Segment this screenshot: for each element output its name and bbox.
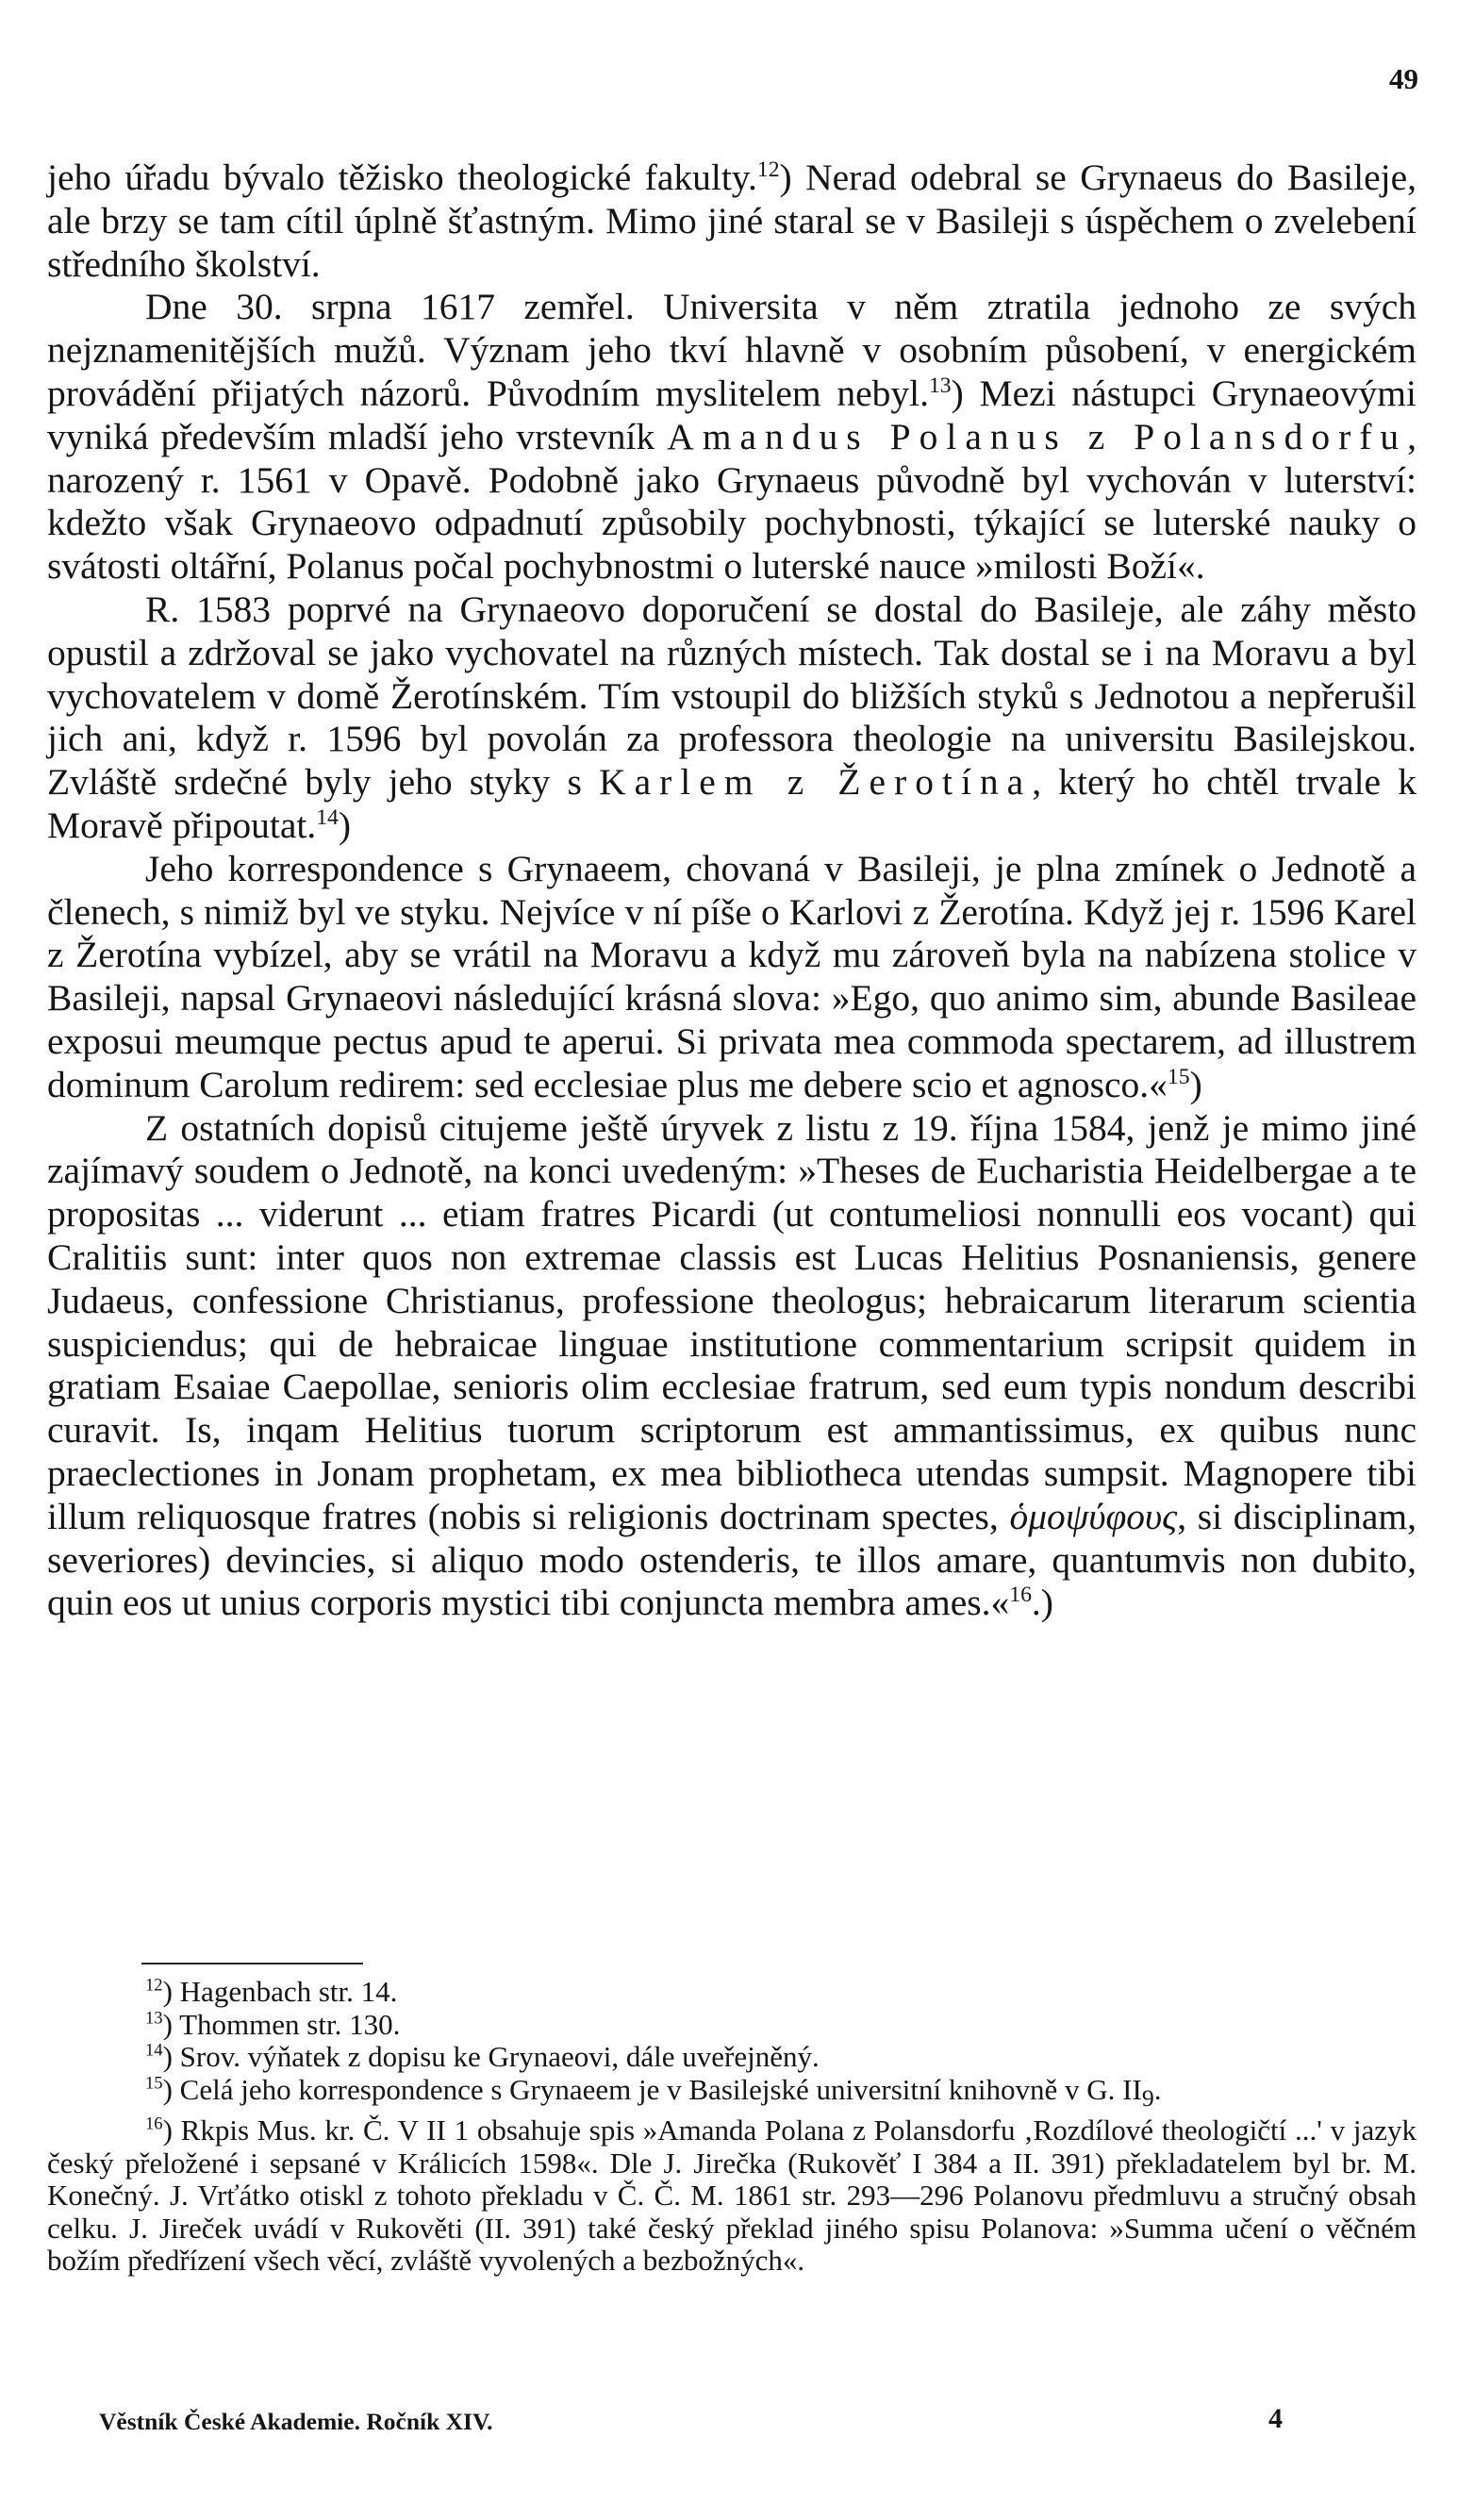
footnote-reference: 14 <box>316 804 339 830</box>
footnote-number: 14 <box>145 2040 163 2061</box>
text-run: jeho úřadu bývalo těžisko theologické fakulty. <box>47 157 757 198</box>
footnote-text: ) Srov. výňatek z dopisu ke Grynaeovi, dále uveřejněný. <box>162 2040 820 2073</box>
spaced-name: Amandus Polanus z Polansdorfu <box>667 415 1408 457</box>
text-run: , narozený r. 1561 v Opavě. Podobně jako Grynaeus původně byl vychován v luterství: kdežto však Grynaeovo odpadnutí způsobily pochybnosti, týkající se luterské nauky o svátosti oltářní, Polanus počal pochybnostmi o luterské nauce »milosti Boží«. <box>47 415 1417 588</box>
footnote-reference: 13 <box>928 373 952 398</box>
footnote-tail: . <box>1153 2072 1162 2106</box>
footnote-rule <box>141 1963 363 1965</box>
footnote-number: 16 <box>145 2114 163 2134</box>
footnote-12 <box>47 1976 1417 2009</box>
text-run: R. 1583 poprvé na Grynaeovo doporučení se dostal do Basileje, ale záhy město opustil a zdržoval se jako vychovatel na různých místech. Tak dostal se i na Moravu a byl vychovatelem v domě Žerotínském. Tím vstoupil do bližších styků s Jednotou a nepřerušil jich ani, když r. 1596 byl povolán za professora theologie na universitu Basilejskou. Zvláště srdečné byly jeho styky s <box>47 588 1417 804</box>
page-number: 49 <box>1389 62 1418 95</box>
text-run: .) <box>1031 1582 1053 1624</box>
footnote-13 <box>47 2009 1417 2042</box>
text-run: , který ho chtěl trvale k Moravě připoutat. <box>47 761 1417 846</box>
paragraph-3 <box>47 589 1417 848</box>
greek-word: ὁμοψύφους <box>1009 1495 1178 1537</box>
footnote-16 <box>47 2114 1417 2278</box>
main-text <box>47 157 1417 1625</box>
footnote-text: ) Hagenbach str. 14. <box>162 1975 398 2008</box>
text-run: ) <box>1189 1063 1202 1105</box>
footnote-text: ) Rkpis Mus. kr. Č. V II 1 obsahuje spis »Amanda Polana z Polansdorfu ‚Rozdílové theologičtí ...' v jazyk český přeložené i sepsané v Králicích 1598«. Dle J. Jirečka (Rukověť I 384 a II. 391) překladatelem byl br. M. Konečný. J. Vrťátko otiskl z tohoto překladu v Č. Č. M. 1861 str. 293—296 Polanovu předmluvu a stručný obsah celku. J. Jireček uvádí v Rukověti (II. 391) také český překlad jiného spisu Polanova: »Summa učení o věčném božím předřízení všech věcí, zvláště vyvolených a bezbožných«. <box>47 2114 1417 2278</box>
paragraph-5 <box>47 1107 1417 1626</box>
footnote-15 <box>47 2074 1417 2115</box>
text-run: ) <box>338 804 352 846</box>
paragraph-1 <box>47 157 1417 286</box>
footer-signature: 4 <box>1268 2403 1283 2434</box>
paragraph-2 <box>47 286 1417 589</box>
text-run: , si disciplinam, severiores) devincies, si aliquo modo ostenderis, te illos amare, quantumvis non dubito, quin eos ut unius corporis mystici tibi conjuncta membra ames.« <box>47 1495 1417 1624</box>
footer-journal: Věstník České Akademie. Ročník XIV. <box>99 2408 493 2435</box>
footnote-text: ) Celá jeho korrespondence s Grynaeem je v Basilejské universitní knihovně v G. II <box>162 2072 1142 2106</box>
footnote-subscript: 9 <box>1141 2083 1154 2112</box>
text-run: ) Nerad odebral se Grynaeus do Basileje, ale brzy se tam cítil úplně šťastným. Mimo jiné staral se v Basileji s úspěchem o zvelebení středního školství. <box>47 157 1417 285</box>
footnote-number: 12 <box>145 1975 163 1996</box>
footnote-reference: 16 <box>1009 1583 1032 1608</box>
footnotes <box>47 1976 1417 2278</box>
text-run: ) Mezi nástupci Grynaeovými vyniká především mladší jeho vrstevník <box>47 372 1417 457</box>
footnote-number: 15 <box>145 2073 163 2094</box>
footnote-number: 13 <box>145 2008 163 2029</box>
footnote-reference: 12 <box>756 157 780 182</box>
spaced-name: Karlem z Žerotína <box>599 761 1033 804</box>
text-run: Dne 30. srpna 1617 zemřel. Universita v něm ztratila jednoho ze svých nejznamenitějších mužů. Význam jeho tkví hlavně v osobním působení, v energickém provádění přijatých názorů. Původním myslitelem nebyl. <box>47 286 1417 414</box>
footnote-reference: 15 <box>1167 1064 1190 1089</box>
paragraph-4 <box>47 848 1417 1107</box>
text-run: Z ostatních dopisů citujeme ještě úryvek z listu z 19. října 1584, jenž je mimo jiné zajímavý soudem o Jednotě, na konci uvedeným: »Theses de Eucharistia Heidelbergae a te propositas ... viderunt ... etiam fratres Picardi (ut contumeliosi nonnulli eos vocant) qui Cralitiis sunt: inter quos non extremae classis est Lucas Helitius Posnaniensis, genere Judaeus, confessione Christianus, professione theologus; hebraicarum literarum scientia suspiciendus; qui de hebraicae linguae institutione commentarium scripsit quidem in gratiam Esaiae Caepollae, senioris olim ecclesiae fratrum, sed eum typis nondum describi curavit. Is, inqam Helitius tuorum scriptorum est ammantissimus, ex quibus nunc praeclectiones in Jonam prophetam, ex mea bibliotheca utendas sumpsit. Magnopere tibi illum reliquosque fratres (nobis si religionis doctrinam spectes, <box>47 1106 1417 1537</box>
footnote-14 <box>47 2041 1417 2074</box>
footnote-text: ) Thommen str. 130. <box>162 2007 401 2041</box>
text-run: Jeho korrespondence s Grynaeem, chovaná v Basileji, je plna zmínek o Jednotě a členech, s nimiž byl ve styku. Nejvíce v ní píše o Karlovi z Žerotína. Když jej r. 1596 Karel z Žerotína vybízel, aby se vrátil na Moravu a když mu zároveň byla na nabízena stolice v Basileji, napsal Grynaeovi následující krásná slova: »Ego, quo animo sim, abunde Basileae exposui meumque pectus apud te aperui. Si privata mea commoda spectarem, ad illustrem dominum Carolum redirem: sed ecclesiae plus me debere scio et agnosco.« <box>47 847 1417 1105</box>
